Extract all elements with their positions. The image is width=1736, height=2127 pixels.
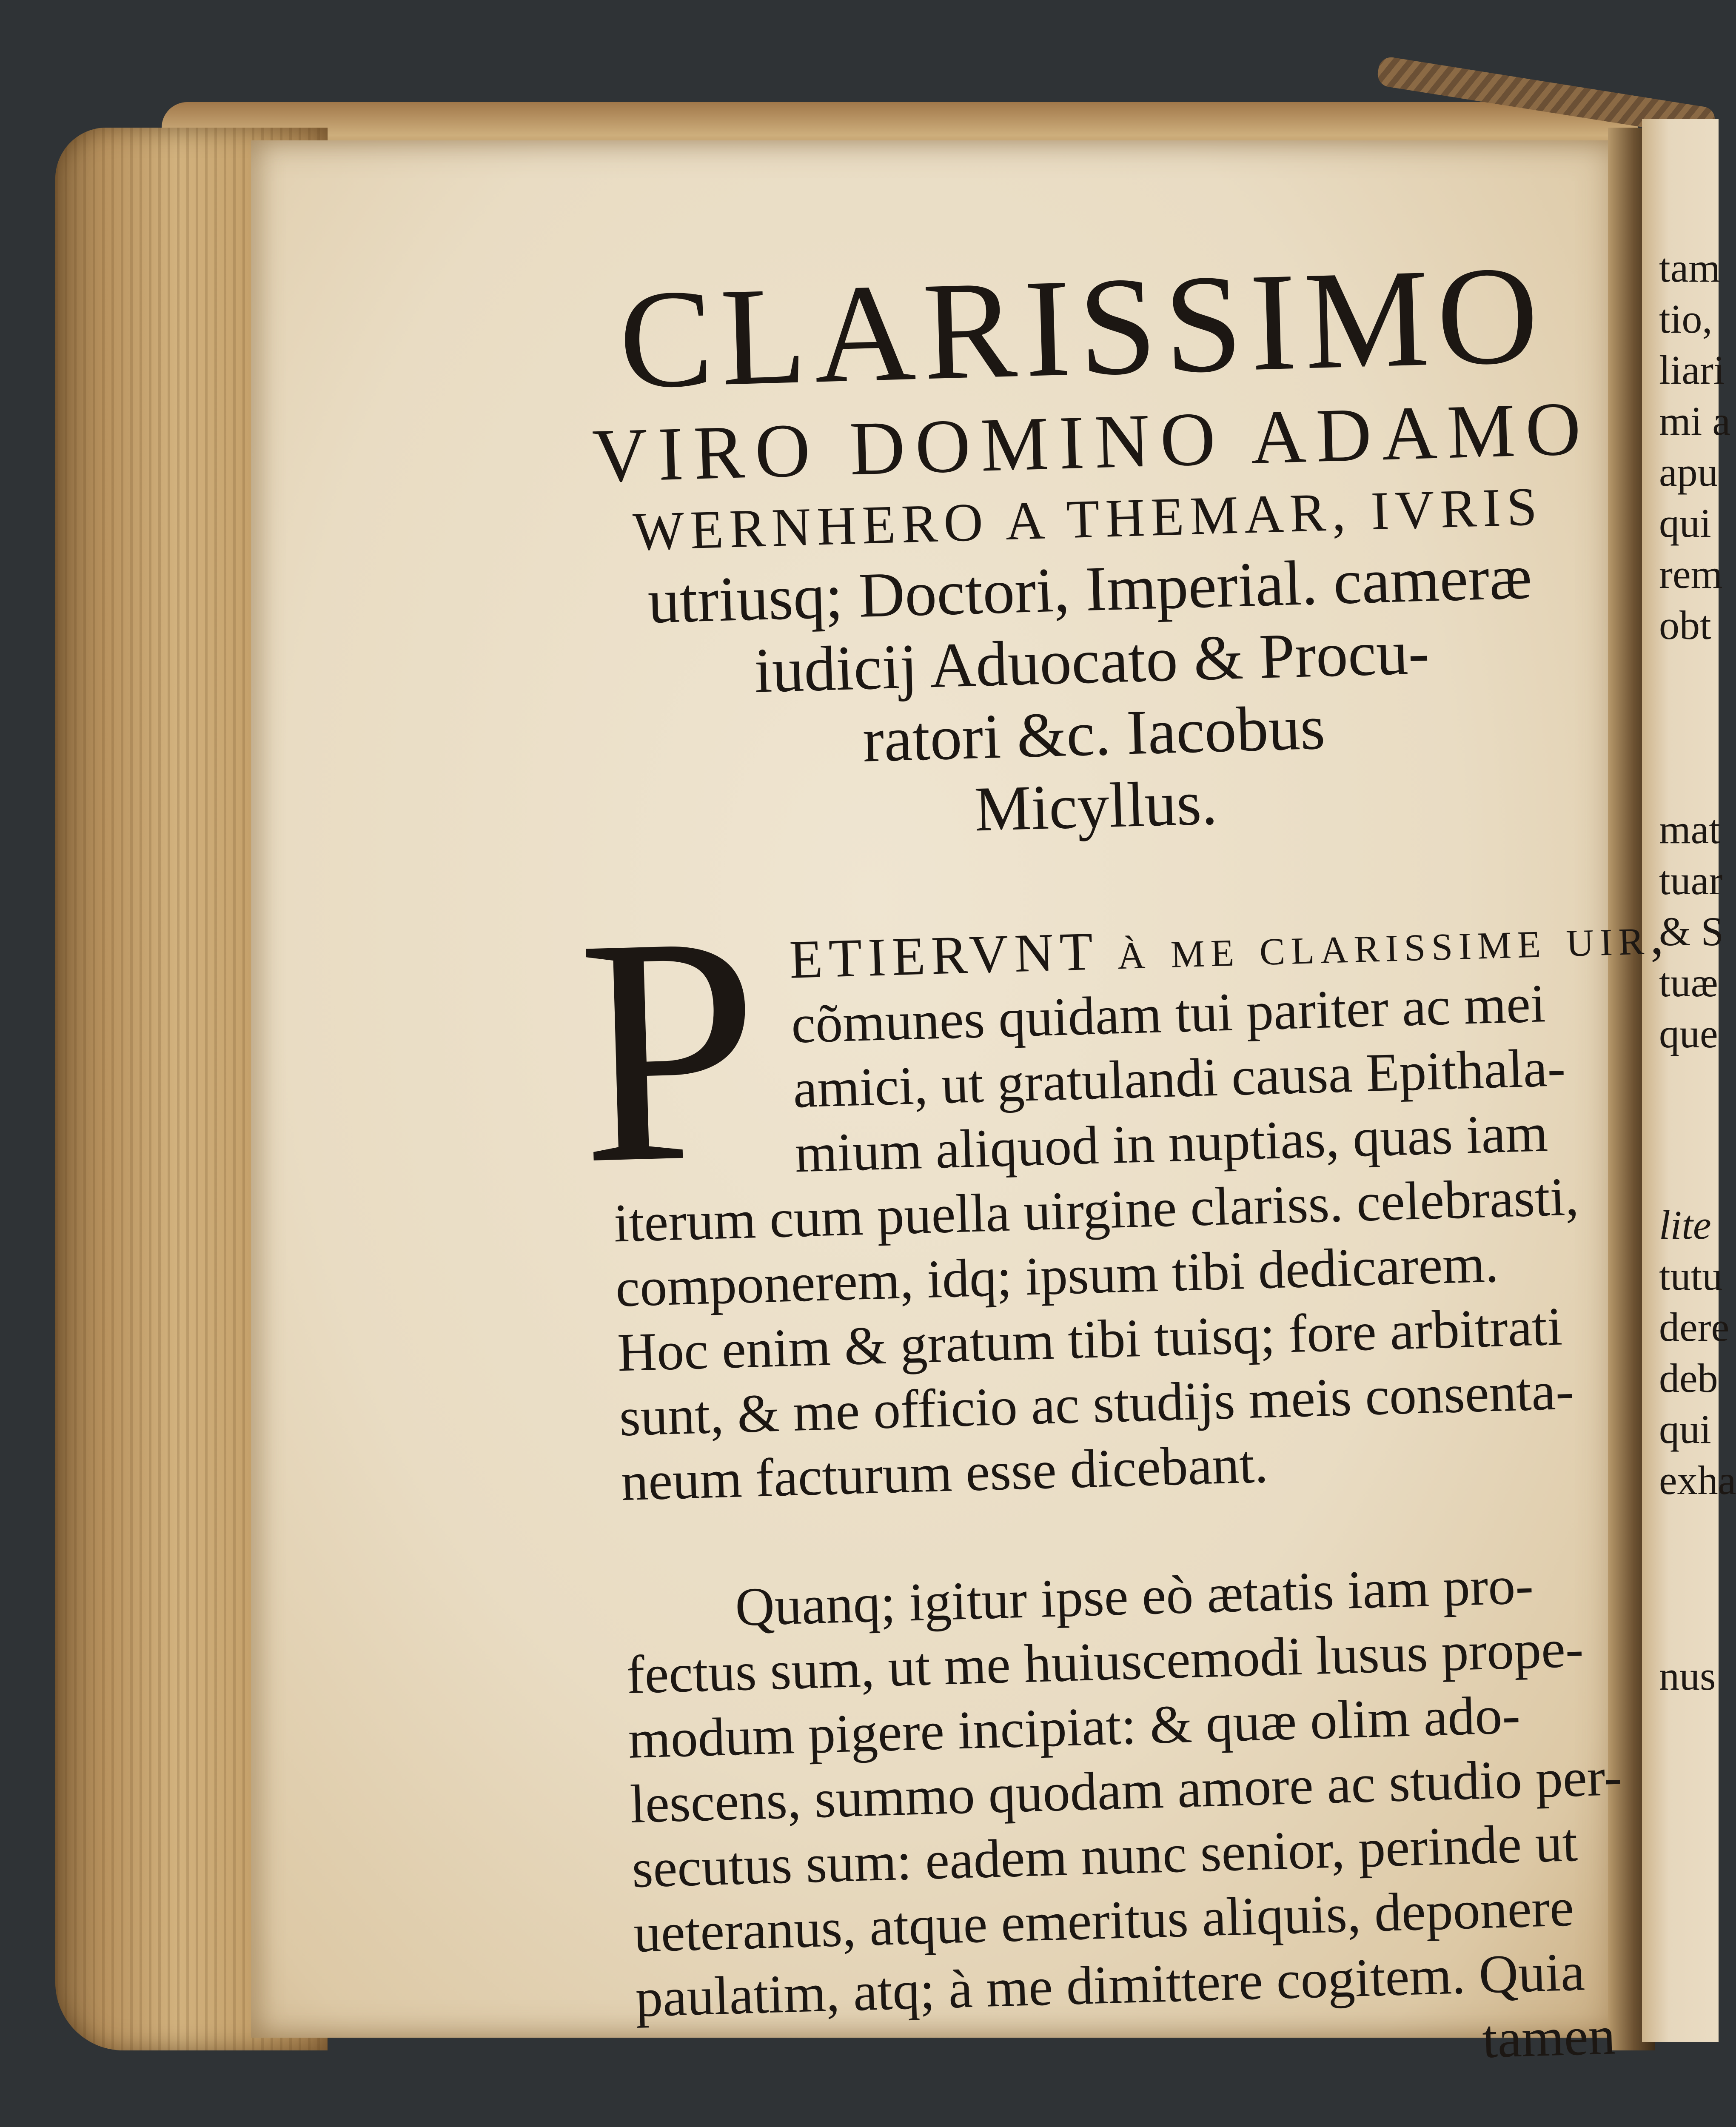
- body-line: mium aliquod in nuptias, quas iam: [794, 1102, 1549, 1184]
- dedication-line-4: utriusq; Doctori, Imperial. cameræ: [647, 541, 1533, 637]
- paragraph-2: [624, 1550, 1625, 2095]
- right-page-line: tuar: [1659, 858, 1723, 903]
- right-page-line: qui: [1659, 1406, 1711, 1452]
- right-page-line: mi a: [1659, 398, 1730, 444]
- dedication-line-2: VIRO DOMINO ADAMO: [591, 385, 1592, 499]
- right-page-line: & S: [1659, 909, 1724, 954]
- right-page-line: rem: [1659, 551, 1723, 597]
- right-page-line: lite: [1659, 1202, 1711, 1248]
- drop-capital: P: [574, 868, 764, 1231]
- body-line: amici, ut gratulandi causa Epithala-: [792, 1037, 1566, 1119]
- dedication-line-7: Micyllus.: [973, 767, 1218, 845]
- right-page-line: deb: [1659, 1355, 1718, 1401]
- right-page-line: que: [1659, 1011, 1718, 1056]
- dedication-line-6: ratori &c. Iacobus: [861, 692, 1326, 776]
- dedication-line-3: WERNHERO A THEMAR, IVRIS: [632, 476, 1544, 562]
- right-page-line: tam: [1659, 245, 1720, 291]
- dedication-line-5: iudicij Aduocato & Procu-: [753, 616, 1431, 706]
- body-line: ueteranus, atque emeritus aliquis, deponere: [633, 1877, 1575, 1964]
- body-line: neum facturum esse dicebant.: [620, 1433, 1269, 1512]
- right-page-line: mat: [1659, 807, 1720, 852]
- right-page-line: tio,: [1659, 296, 1713, 342]
- paragraph-1: [574, 868, 1670, 1514]
- right-page: [1642, 119, 1736, 2042]
- body-line: fectus sum, ut me huiuscemodi lusus prope-: [625, 1618, 1585, 1705]
- body-line: Hoc enim & gratum tibi tuisq; fore arbitrati: [616, 1296, 1563, 1383]
- right-page-line: exha: [1659, 1457, 1736, 1503]
- right-page-line: apu: [1659, 449, 1718, 495]
- right-page-line: tuæ: [1659, 960, 1718, 1005]
- right-page-line: nus: [1659, 1653, 1716, 1699]
- body-line: componerem, idq; ipsum tibi dedicarem.: [615, 1233, 1499, 1318]
- body-line: Quanq; igitur ipse eò ætatis iam pro-: [734, 1554, 1534, 1637]
- body-line: modum pigere incipiat: & quæ olim ado-: [627, 1684, 1521, 1770]
- body-line: iterum cum puella uirgine clariss. celebrasti,: [613, 1166, 1580, 1254]
- right-page-line: qui: [1659, 500, 1711, 546]
- dedication-title: CLARISSIMO: [617, 237, 1548, 418]
- dedication-text-block: [574, 237, 1670, 2070]
- right-page-line: tutu: [1659, 1253, 1723, 1299]
- right-page-line: dere: [1659, 1304, 1730, 1350]
- catchword: tamen: [1481, 2005, 1616, 2070]
- body-line: secutus sum: eadem nunc senior, perinde ut: [631, 1812, 1579, 1899]
- body-line: cõmunes quidam tui pariter ac mei: [790, 973, 1547, 1055]
- right-page-line: liari: [1659, 347, 1725, 393]
- body-line: lescens, summo quodam amore ac studio per-: [629, 1746, 1623, 1834]
- body-line: ETIERVNT à me clarissime uir,: [788, 904, 1670, 990]
- right-page-line: obt: [1659, 602, 1711, 648]
- body-line: sunt, & me officio ac studijs meis consenta-: [618, 1360, 1575, 1448]
- body-line: paulatim, atq; à me dimittere cogitem. Quia: [634, 1941, 1586, 2028]
